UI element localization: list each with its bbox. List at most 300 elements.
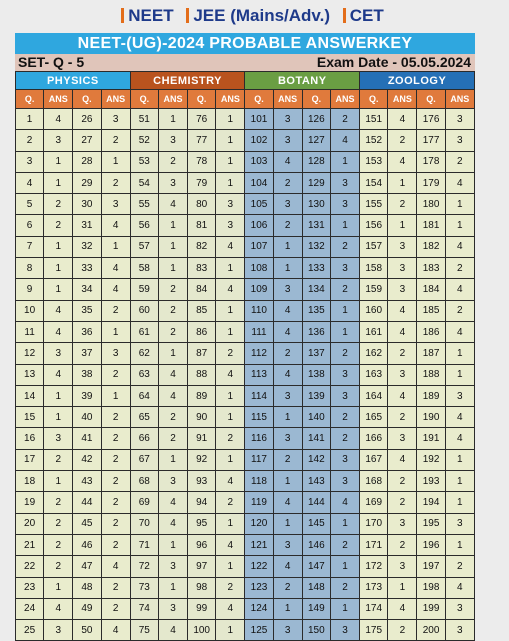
question-number-cell: 123 <box>245 577 273 598</box>
answer-cell: 2 <box>101 513 130 534</box>
column-header-question: Q. <box>130 90 158 109</box>
question-number-cell: 27 <box>73 130 101 151</box>
answer-cell: 4 <box>445 279 474 300</box>
answer-cell: 1 <box>445 492 474 513</box>
question-number-cell: 182 <box>417 236 445 257</box>
question-number-cell: 94 <box>188 492 216 513</box>
answer-cell: 3 <box>158 598 187 619</box>
question-number-cell: 65 <box>130 407 158 428</box>
question-number-cell: 140 <box>302 407 330 428</box>
answer-cell: 3 <box>273 620 302 641</box>
answer-cell: 3 <box>330 364 359 385</box>
answer-cell: 2 <box>101 407 130 428</box>
table-row <box>16 364 475 385</box>
question-number-cell: 118 <box>245 471 273 492</box>
answer-cell: 1 <box>445 471 474 492</box>
question-number-cell: 73 <box>130 577 158 598</box>
answer-cell: 4 <box>388 109 417 130</box>
answer-cell: 4 <box>44 300 73 321</box>
answer-cell: 2 <box>101 534 130 555</box>
answer-cell: 4 <box>273 300 302 321</box>
column-header-answer: ANS <box>216 90 245 109</box>
answer-cell: 3 <box>158 130 187 151</box>
question-number-cell: 196 <box>417 534 445 555</box>
answer-cell: 1 <box>445 215 474 236</box>
answer-cell: 4 <box>101 279 130 300</box>
question-number-cell: 29 <box>73 172 101 193</box>
question-number-cell: 88 <box>188 364 216 385</box>
table-row <box>16 598 475 619</box>
question-number-cell: 173 <box>360 577 388 598</box>
question-number-cell: 170 <box>360 513 388 534</box>
question-number-cell: 176 <box>417 109 445 130</box>
question-number-cell: 197 <box>417 556 445 577</box>
question-number-cell: 70 <box>130 513 158 534</box>
question-number-cell: 9 <box>16 279 44 300</box>
table-row <box>16 343 475 364</box>
question-number-cell: 198 <box>417 577 445 598</box>
question-number-cell: 39 <box>73 385 101 406</box>
answer-cell: 4 <box>216 598 245 619</box>
question-number-cell: 108 <box>245 258 273 279</box>
answer-cell: 3 <box>273 279 302 300</box>
answer-cell: 3 <box>330 172 359 193</box>
question-number-cell: 91 <box>188 428 216 449</box>
question-number-cell: 136 <box>302 321 330 342</box>
column-header-answer: ANS <box>273 90 302 109</box>
answer-cell: 1 <box>158 577 187 598</box>
column-header-question: Q. <box>302 90 330 109</box>
answer-cell: 2 <box>216 577 245 598</box>
answer-cell: 1 <box>273 598 302 619</box>
question-number-cell: 190 <box>417 407 445 428</box>
answer-cell: 1 <box>158 215 187 236</box>
answer-cell: 1 <box>216 258 245 279</box>
answer-cell: 1 <box>158 258 187 279</box>
answer-cell: 3 <box>330 385 359 406</box>
section-header-row <box>16 72 475 90</box>
answer-cell: 1 <box>44 236 73 257</box>
question-number-cell: 74 <box>130 598 158 619</box>
answer-cell: 2 <box>101 172 130 193</box>
table-row <box>16 534 475 555</box>
answer-cell: 4 <box>388 598 417 619</box>
table-row <box>16 407 475 428</box>
question-number-cell: 98 <box>188 577 216 598</box>
question-number-cell: 30 <box>73 194 101 215</box>
answer-cell: 3 <box>216 215 245 236</box>
answer-cell: 4 <box>330 492 359 513</box>
question-number-cell: 20 <box>16 513 44 534</box>
question-number-cell: 167 <box>360 449 388 470</box>
question-number-cell: 156 <box>360 215 388 236</box>
answer-cell: 1 <box>44 151 73 172</box>
answer-cell: 2 <box>216 343 245 364</box>
answer-cell: 4 <box>330 130 359 151</box>
question-number-cell: 45 <box>73 513 101 534</box>
question-number-cell: 109 <box>245 279 273 300</box>
brand-jee: JEE (Mains/Adv.) <box>193 6 330 25</box>
question-number-cell: 131 <box>302 215 330 236</box>
answer-cell: 3 <box>44 343 73 364</box>
question-number-cell: 3 <box>16 151 44 172</box>
question-number-cell: 185 <box>417 300 445 321</box>
question-number-cell: 31 <box>73 215 101 236</box>
answer-cell: 1 <box>216 385 245 406</box>
answer-cell: 3 <box>330 449 359 470</box>
question-number-cell: 169 <box>360 492 388 513</box>
question-number-cell: 43 <box>73 471 101 492</box>
answer-cell: 1 <box>44 172 73 193</box>
question-number-cell: 96 <box>188 534 216 555</box>
question-number-cell: 183 <box>417 258 445 279</box>
answer-cell: 1 <box>445 534 474 555</box>
answer-cell: 3 <box>158 172 187 193</box>
answer-cell: 1 <box>445 343 474 364</box>
answer-cell: 3 <box>445 598 474 619</box>
answer-cell: 2 <box>216 492 245 513</box>
answer-cell: 2 <box>158 407 187 428</box>
question-number-cell: 141 <box>302 428 330 449</box>
answer-cell: 3 <box>273 109 302 130</box>
brand-bar <box>343 8 346 23</box>
answer-cell: 3 <box>388 279 417 300</box>
question-number-cell: 67 <box>130 449 158 470</box>
question-number-cell: 56 <box>130 215 158 236</box>
answer-cell: 3 <box>388 513 417 534</box>
table-row <box>16 109 475 130</box>
answer-cell: 2 <box>44 194 73 215</box>
answer-cell: 1 <box>216 407 245 428</box>
question-number-cell: 37 <box>73 343 101 364</box>
question-number-cell: 186 <box>417 321 445 342</box>
answer-cell: 3 <box>101 109 130 130</box>
answer-cell: 1 <box>216 620 245 641</box>
answer-cell: 4 <box>445 428 474 449</box>
answer-cell: 4 <box>44 598 73 619</box>
question-number-cell: 129 <box>302 172 330 193</box>
question-number-cell: 13 <box>16 364 44 385</box>
question-number-cell: 49 <box>73 598 101 619</box>
answer-cell: 2 <box>101 428 130 449</box>
answer-cell: 2 <box>101 577 130 598</box>
answer-cell: 1 <box>330 598 359 619</box>
answer-cell: 2 <box>388 194 417 215</box>
question-number-cell: 135 <box>302 300 330 321</box>
table-row <box>16 279 475 300</box>
question-number-cell: 148 <box>302 577 330 598</box>
question-number-cell: 46 <box>73 534 101 555</box>
question-number-cell: 7 <box>16 236 44 257</box>
brand-bar <box>186 8 189 23</box>
answer-cell: 1 <box>330 556 359 577</box>
answer-cell: 2 <box>388 492 417 513</box>
question-number-cell: 119 <box>245 492 273 513</box>
question-number-cell: 110 <box>245 300 273 321</box>
answer-cell: 1 <box>101 236 130 257</box>
question-number-cell: 114 <box>245 385 273 406</box>
question-number-cell: 149 <box>302 598 330 619</box>
column-header-question: Q. <box>417 90 445 109</box>
question-number-cell: 80 <box>188 194 216 215</box>
question-number-cell: 179 <box>417 172 445 193</box>
answer-cell: 2 <box>388 407 417 428</box>
question-number-cell: 162 <box>360 343 388 364</box>
table-row <box>16 449 475 470</box>
question-number-cell: 63 <box>130 364 158 385</box>
question-number-cell: 1 <box>16 109 44 130</box>
question-number-cell: 72 <box>130 556 158 577</box>
answer-cell: 2 <box>388 343 417 364</box>
answer-cell: 3 <box>101 343 130 364</box>
answer-cell: 1 <box>445 364 474 385</box>
table-row <box>16 130 475 151</box>
question-number-cell: 54 <box>130 172 158 193</box>
question-number-cell: 50 <box>73 620 101 641</box>
question-number-cell: 33 <box>73 258 101 279</box>
answer-cell: 3 <box>216 194 245 215</box>
question-number-cell: 87 <box>188 343 216 364</box>
answer-cell: 3 <box>330 258 359 279</box>
question-number-cell: 107 <box>245 236 273 257</box>
question-number-cell: 138 <box>302 364 330 385</box>
answer-cell: 1 <box>330 151 359 172</box>
table-row <box>16 620 475 641</box>
answer-cell: 3 <box>273 385 302 406</box>
question-number-cell: 71 <box>130 534 158 555</box>
answer-cell: 3 <box>273 130 302 151</box>
answer-cell: 4 <box>273 556 302 577</box>
column-header-question: Q. <box>16 90 44 109</box>
question-number-cell: 8 <box>16 258 44 279</box>
answer-cell: 1 <box>216 172 245 193</box>
answer-cell: 1 <box>158 236 187 257</box>
answer-cell: 1 <box>44 577 73 598</box>
question-number-cell: 117 <box>245 449 273 470</box>
question-number-cell: 44 <box>73 492 101 513</box>
answer-cell: 1 <box>273 407 302 428</box>
question-number-cell: 2 <box>16 130 44 151</box>
question-number-cell: 159 <box>360 279 388 300</box>
answer-cell: 2 <box>158 300 187 321</box>
brand-header <box>0 6 509 30</box>
table-row <box>16 492 475 513</box>
question-number-cell: 16 <box>16 428 44 449</box>
answer-cell: 3 <box>388 428 417 449</box>
exam-meta-bar <box>15 54 475 71</box>
question-number-cell: 178 <box>417 151 445 172</box>
question-number-cell: 68 <box>130 471 158 492</box>
answer-cell: 4 <box>216 364 245 385</box>
question-number-cell: 150 <box>302 620 330 641</box>
answer-cell: 2 <box>388 534 417 555</box>
question-number-cell: 23 <box>16 577 44 598</box>
answer-cell: 2 <box>44 513 73 534</box>
answer-cell: 2 <box>158 321 187 342</box>
question-number-cell: 163 <box>360 364 388 385</box>
answer-cell: 1 <box>330 215 359 236</box>
table-row <box>16 194 475 215</box>
answer-cell: 3 <box>273 428 302 449</box>
answer-cell: 1 <box>101 321 130 342</box>
brand-neet: NEET <box>128 6 174 25</box>
answer-cell: 4 <box>158 513 187 534</box>
question-number-cell: 97 <box>188 556 216 577</box>
question-number-cell: 101 <box>245 109 273 130</box>
answer-cell: 2 <box>330 279 359 300</box>
question-number-cell: 115 <box>245 407 273 428</box>
question-number-cell: 24 <box>16 598 44 619</box>
question-number-cell: 95 <box>188 513 216 534</box>
question-number-cell: 47 <box>73 556 101 577</box>
question-number-cell: 89 <box>188 385 216 406</box>
answer-table <box>15 71 475 641</box>
question-number-cell: 93 <box>188 471 216 492</box>
column-header-answer: ANS <box>445 90 474 109</box>
answer-cell: 2 <box>388 471 417 492</box>
question-number-cell: 126 <box>302 109 330 130</box>
question-number-cell: 86 <box>188 321 216 342</box>
brand-cet: CET <box>349 6 384 25</box>
question-number-cell: 55 <box>130 194 158 215</box>
answer-cell: 3 <box>445 385 474 406</box>
answer-cell: 2 <box>101 130 130 151</box>
answer-cell: 1 <box>216 513 245 534</box>
question-number-cell: 51 <box>130 109 158 130</box>
answer-cell: 3 <box>388 258 417 279</box>
table-row <box>16 321 475 342</box>
answer-cell: 2 <box>445 151 474 172</box>
answer-cell: 4 <box>388 449 417 470</box>
answer-cell: 2 <box>330 534 359 555</box>
answer-cell: 1 <box>330 513 359 534</box>
answer-cell: 2 <box>216 428 245 449</box>
answer-cell: 4 <box>44 364 73 385</box>
answer-cell: 4 <box>158 194 187 215</box>
question-number-cell: 166 <box>360 428 388 449</box>
brand-bar <box>121 8 124 23</box>
question-number-cell: 36 <box>73 321 101 342</box>
column-header-question: Q. <box>360 90 388 109</box>
question-number-cell: 82 <box>188 236 216 257</box>
question-number-cell: 134 <box>302 279 330 300</box>
column-header-answer: ANS <box>330 90 359 109</box>
table-row <box>16 513 475 534</box>
answer-cell: 1 <box>216 109 245 130</box>
answer-cell: 2 <box>101 364 130 385</box>
question-number-cell: 199 <box>417 598 445 619</box>
answer-cell: 1 <box>273 513 302 534</box>
question-number-cell: 18 <box>16 471 44 492</box>
answer-cell: 3 <box>158 556 187 577</box>
question-number-cell: 139 <box>302 385 330 406</box>
answer-cell: 3 <box>330 194 359 215</box>
question-number-cell: 11 <box>16 321 44 342</box>
answer-cell: 1 <box>101 151 130 172</box>
answer-cell: 2 <box>445 556 474 577</box>
answer-cell: 2 <box>44 556 73 577</box>
answer-cell: 3 <box>445 109 474 130</box>
answer-cell: 4 <box>216 471 245 492</box>
question-number-cell: 75 <box>130 620 158 641</box>
question-number-cell: 104 <box>245 172 273 193</box>
answer-cell: 4 <box>273 492 302 513</box>
answer-cell: 1 <box>388 577 417 598</box>
question-number-cell: 188 <box>417 364 445 385</box>
answer-cell: 2 <box>330 236 359 257</box>
answer-cell: 3 <box>330 620 359 641</box>
question-number-cell: 103 <box>245 151 273 172</box>
question-number-cell: 52 <box>130 130 158 151</box>
answer-cell: 1 <box>44 385 73 406</box>
answer-cell: 4 <box>44 109 73 130</box>
question-number-cell: 177 <box>417 130 445 151</box>
question-number-cell: 130 <box>302 194 330 215</box>
answer-cell: 1 <box>44 407 73 428</box>
column-header-answer: ANS <box>388 90 417 109</box>
answer-cell: 4 <box>158 385 187 406</box>
answer-cell: 4 <box>101 215 130 236</box>
answer-cell: 2 <box>101 598 130 619</box>
answer-cell: 2 <box>158 151 187 172</box>
answer-cell: 4 <box>388 385 417 406</box>
question-number-cell: 19 <box>16 492 44 513</box>
answer-cell: 1 <box>158 534 187 555</box>
answer-cell: 3 <box>388 236 417 257</box>
answer-cell: 4 <box>273 321 302 342</box>
answer-cell: 1 <box>273 258 302 279</box>
answer-cell: 2 <box>330 407 359 428</box>
question-number-cell: 145 <box>302 513 330 534</box>
question-number-cell: 77 <box>188 130 216 151</box>
answer-cell: 4 <box>216 279 245 300</box>
answer-cell: 2 <box>445 300 474 321</box>
answer-cell: 2 <box>330 109 359 130</box>
table-row <box>16 428 475 449</box>
question-number-cell: 14 <box>16 385 44 406</box>
table-row <box>16 577 475 598</box>
question-number-cell: 78 <box>188 151 216 172</box>
question-number-cell: 105 <box>245 194 273 215</box>
question-number-cell: 64 <box>130 385 158 406</box>
answer-cell: 1 <box>330 300 359 321</box>
question-number-cell: 122 <box>245 556 273 577</box>
answer-cell: 1 <box>388 172 417 193</box>
question-number-cell: 187 <box>417 343 445 364</box>
exam-date: Exam Date - 05.05.2024 <box>316 54 471 70</box>
answer-cell: 1 <box>44 279 73 300</box>
answer-cell: 2 <box>388 130 417 151</box>
question-number-cell: 32 <box>73 236 101 257</box>
question-number-cell: 106 <box>245 215 273 236</box>
question-number-cell: 62 <box>130 343 158 364</box>
answer-cell: 4 <box>216 534 245 555</box>
question-number-cell: 175 <box>360 620 388 641</box>
answer-cell: 2 <box>330 343 359 364</box>
question-number-cell: 79 <box>188 172 216 193</box>
question-number-cell: 84 <box>188 279 216 300</box>
column-header-question: Q. <box>188 90 216 109</box>
question-number-cell: 25 <box>16 620 44 641</box>
question-number-cell: 5 <box>16 194 44 215</box>
question-number-cell: 34 <box>73 279 101 300</box>
answer-cell: 4 <box>101 620 130 641</box>
answer-cell: 1 <box>445 194 474 215</box>
section-header-chemistry: CHEMISTRY <box>130 72 245 90</box>
answer-cell: 2 <box>101 492 130 513</box>
question-number-cell: 81 <box>188 215 216 236</box>
question-number-cell: 92 <box>188 449 216 470</box>
